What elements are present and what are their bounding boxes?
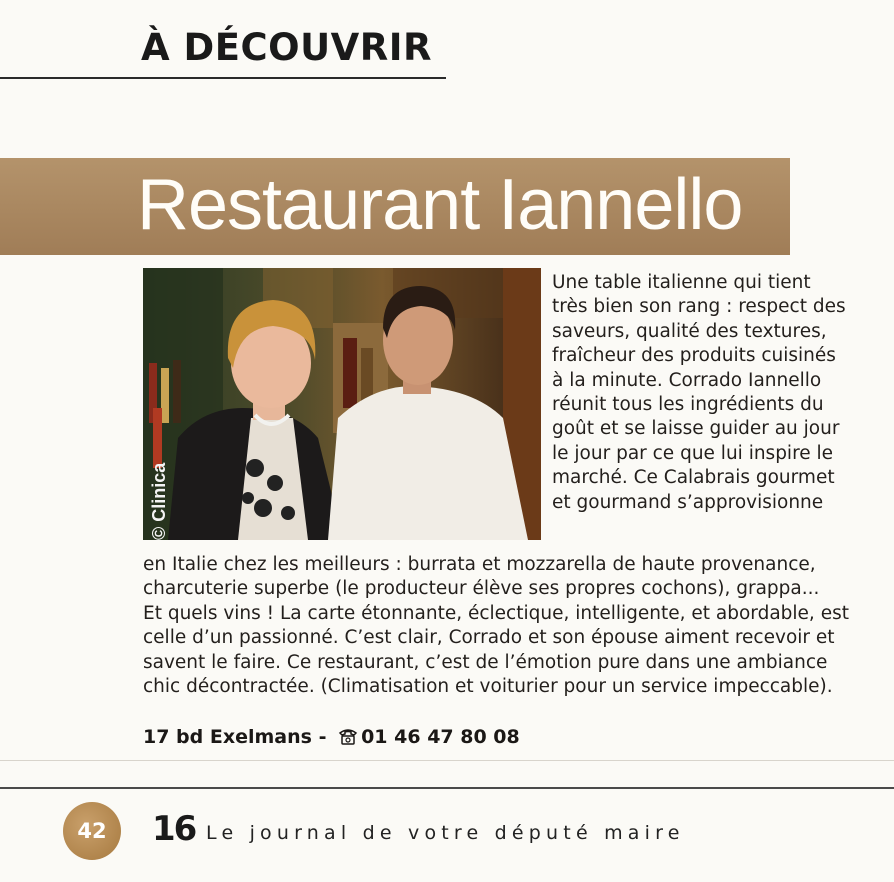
address: 17 bd Exelmans - <box>143 726 334 748</box>
section-title: À DÉCOUVRIR <box>141 26 433 69</box>
text-line: savent le faire. Ce restaurant, c’est de l’émotion pure dans une ambiance <box>143 651 828 673</box>
footer-rule <box>0 760 894 761</box>
text-line: à la minute. Corrado Iannello <box>552 369 822 391</box>
phone-number: 01 46 47 80 08 <box>361 726 520 748</box>
text-line: très bien son rang : respect des <box>552 296 846 318</box>
article-title: Restaurant Iannello <box>137 165 743 245</box>
text-line: le jour par ce que lui inspire le <box>552 442 834 464</box>
section-rule <box>0 77 446 79</box>
photo-credit: © Clinica <box>149 462 169 540</box>
restaurant-photo <box>143 268 541 540</box>
text-line: saveurs, qualité des textures, <box>552 320 827 342</box>
text-line: en Italie chez les meilleurs : burrata et mozzarella de haute provenance, <box>143 554 816 575</box>
text-line: réunit tous les ingrédients du <box>552 394 824 416</box>
text-line: Une table italienne qui tient <box>552 272 811 293</box>
address-line <box>143 726 520 750</box>
text-line: marché. Ce Calabrais gourmet <box>552 467 835 489</box>
text-line: goût et se laisse guider au jour <box>552 418 840 440</box>
phone-icon <box>337 727 359 750</box>
text-line: et gourmand s’approvisionne <box>552 491 824 513</box>
text-line: charcuterie superbe (le producteur élève ses propres cochons), grappa... <box>143 578 820 600</box>
text-line: chic décontractée. (Climatisation et voiturier pour un service impeccable). <box>143 676 833 698</box>
text-line: Et quels vins ! La carte étonnante, éclectique, intelligente, et abordable, est <box>143 602 849 624</box>
text-line: fraîcheur des produits cuisinés <box>552 345 836 367</box>
text-line: celle d’un passionné. C’est clair, Corrado et son épouse aiment recevoir et <box>143 627 835 649</box>
footer-rule-dark <box>0 787 894 789</box>
page-number-badge: 42 <box>63 802 121 860</box>
article-text-full <box>143 553 873 699</box>
issue-number: 16 <box>152 809 196 849</box>
journal-name: Le journal de votre député maire <box>206 822 685 844</box>
article-text-right <box>552 271 874 515</box>
